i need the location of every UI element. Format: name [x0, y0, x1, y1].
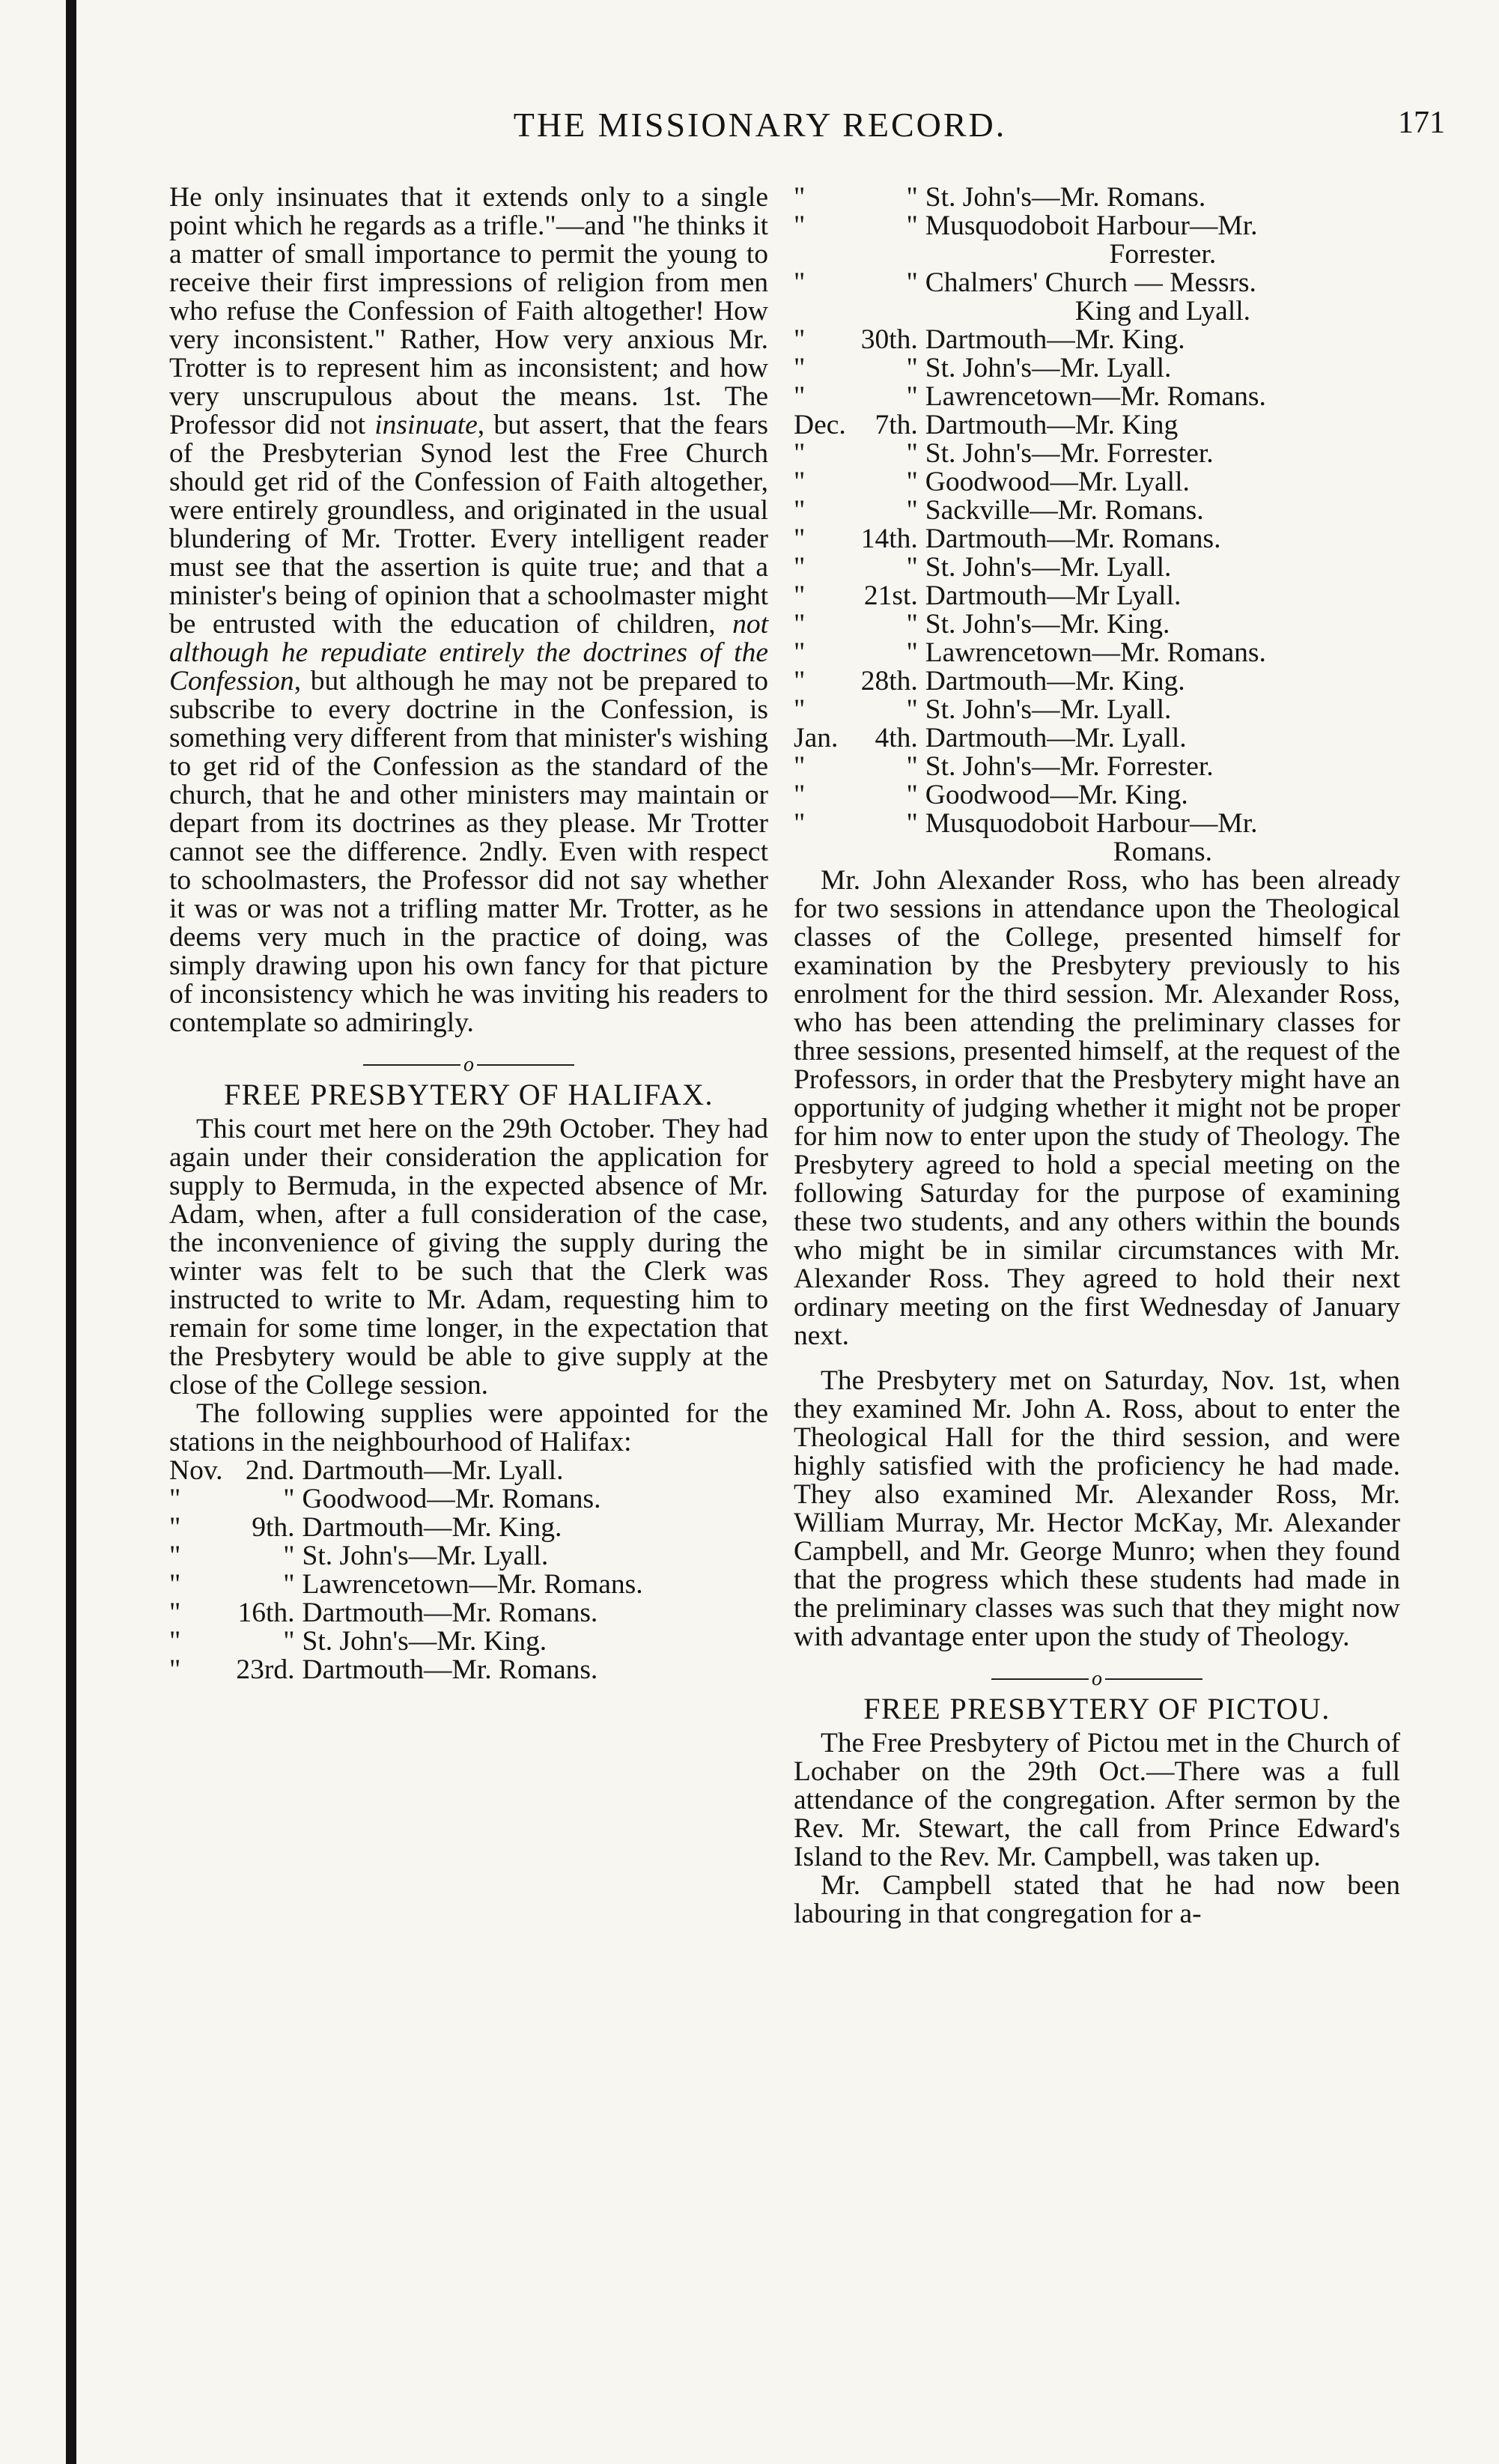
- schedule-row: [794, 696, 1400, 724]
- schedule-row: [794, 610, 1400, 639]
- text-run: , but assert, that the fears of the Presbyterian Synod lest the Free Church should get rid of the Confession of Faith altogether, were entirely groundless, and originated in the usual blundering of Mr. Trotter. Every intelligent reader must see that the assertion is quite true; and that a minister's being of opinion that a schoolmaster might be entrusted with the education of children,: [169, 410, 768, 640]
- schedule-row: [794, 354, 1400, 383]
- schedule-date: ": [906, 609, 918, 640]
- schedule-row: [794, 440, 1400, 468]
- schedule-row: [794, 639, 1400, 667]
- schedule-entry: Dartmouth—Mr. Lyall.: [925, 723, 1187, 753]
- schedule-row: [794, 383, 1400, 411]
- schedule-month: ": [794, 381, 806, 412]
- schedule-date: ": [906, 637, 918, 668]
- schedule-entry: Chalmers' Church — Messrs.: [925, 267, 1256, 298]
- schedule-entry: St. John's—Mr. Lyall.: [925, 694, 1172, 725]
- section-separator: [169, 1049, 768, 1077]
- schedule-entry: St. John's—Mr. Forrester.: [925, 751, 1214, 782]
- schedule-row: [794, 411, 1400, 440]
- schedule-date: 4th.: [875, 723, 918, 753]
- schedule-entry: Musquodoboit Harbour—Mr.: [925, 808, 1258, 839]
- schedule-date: ": [906, 495, 918, 526]
- schedule-month: ": [794, 751, 806, 782]
- schedule-row: [794, 753, 1400, 781]
- schedule-entry: St. John's—Mr. King.: [925, 609, 1170, 640]
- running-head: [75, 105, 1445, 165]
- schedule-row: [169, 1542, 768, 1571]
- right-column: [794, 183, 1400, 1929]
- schedule-row: [794, 326, 1400, 354]
- schedule-entry: St. John's—Mr. Forrester.: [925, 438, 1214, 469]
- schedule-date: 7th.: [875, 410, 918, 440]
- schedule-date: ": [283, 1541, 295, 1571]
- paragraph-trotter-reply: [169, 183, 768, 1037]
- schedule-month: ": [794, 438, 806, 469]
- schedule-date: ": [906, 182, 918, 213]
- schedule-month: ": [794, 552, 806, 583]
- schedule-month: ": [794, 808, 806, 839]
- schedule-date: 9th.: [252, 1512, 295, 1543]
- schedule-row: [794, 525, 1400, 553]
- schedule-row-continuation: [794, 838, 1400, 867]
- schedule-month: ": [794, 780, 806, 810]
- schedule-entry: Dartmouth—Mr. King.: [925, 324, 1185, 355]
- schedule-row-continuation: [794, 297, 1400, 326]
- schedule-month: ": [794, 666, 806, 697]
- italic-run: insinuate: [374, 410, 478, 440]
- paragraph-ross-examination: Mr. John Alexander Ross, who has been already for two sessions in attendance upon the Theological classes of the College, presented himself for examination by the Presbytery previously to his enrolment for the third session. Mr. Alexander Ross, who has been attending the preliminary classes for three sessions, presented himself, at the request of the Professors, in order that the Presbytery might have an opportunity of judging whether it might not be proper for him now to enter upon the study of Theology. The Presbytery agreed to hold a special meeting on the following Saturday for the purpose of examining these two students, and any others within the bounds who might be in similar circumstances with Mr. Alexander Ross. They agreed to hold their next ordinary meeting on the first Wednesday of January next.: [794, 865, 1400, 1351]
- schedule-month: ": [794, 210, 806, 241]
- schedule-entry: Dartmouth—Mr. Lyall.: [302, 1455, 564, 1486]
- schedule-entry: Dartmouth—Mr. Romans.: [925, 524, 1221, 554]
- schedule-entry: Dartmouth—Mr. King.: [925, 666, 1185, 697]
- schedule-month: ": [794, 524, 806, 554]
- schedule-month: Nov.: [169, 1455, 223, 1486]
- paragraph-november-meeting: The Presbytery met on Saturday, Nov. 1st, when they examined Mr. John A. Ross, about to enter the Theological Hall for the third session, and were highly satisfied with the proficiency he had made. They also examined Mr. Alexander Ross, Mr. William Murray, Mr. Hector McKay, Mr. Alexander Campbell, and Mr. George Munro; when they found that the progress which these students had made in the preliminary classes was such that they might now with advantage enter upon the study of Theology.: [794, 1365, 1400, 1652]
- schedule-entry: Goodwood—Mr. Romans.: [302, 1484, 601, 1514]
- schedule-entry: St. John's—Mr. Lyall.: [925, 353, 1172, 383]
- schedule-entry: Goodwood—Mr. Lyall.: [925, 467, 1190, 497]
- schedule-row-continuation: [794, 240, 1400, 269]
- schedule-row: [169, 1656, 768, 1684]
- schedule-entry: St. John's—Mr. King.: [302, 1626, 547, 1657]
- schedule-month: ": [794, 637, 806, 668]
- schedule-row: [794, 212, 1400, 240]
- separator-glyph: o: [1092, 1667, 1102, 1691]
- schedule-entry-continuation: Forrester.: [1109, 239, 1217, 270]
- paragraph-supplies-intro: The following supplies were appointed for the stations in the neighbourhood of Halifax:: [169, 1398, 768, 1457]
- schedule-month: ": [794, 324, 806, 355]
- schedule-date: ": [906, 210, 918, 241]
- schedule-entry: Dartmouth—Mr. Romans.: [302, 1654, 598, 1685]
- schedule-month: ": [169, 1626, 181, 1657]
- schedule-date: 14th.: [860, 524, 918, 554]
- schedule-entry: St. John's—Mr. Romans.: [925, 182, 1206, 213]
- schedule-entry: Dartmouth—Mr. King.: [302, 1512, 562, 1543]
- schedule-row: [794, 269, 1400, 297]
- paragraph-campbell-statement: Mr. Campbell stated that he had now been labouring in that congregation for a-: [794, 1870, 1400, 1929]
- schedule-entry: St. John's—Mr. Lyall.: [925, 552, 1172, 583]
- schedule-entry: Dartmouth—Mr. Romans.: [302, 1597, 598, 1628]
- schedule-month: ": [794, 495, 806, 526]
- paragraph-pictou-meeting: The Free Presbytery of Pictou met in the Church of Lochaber on the 29th Oct.—There was a full attendance of the congregation. After sermon by the Rev. Mr. Stewart, the call from Prince Edward's Island to the Rev. Mr. Campbell, was taken up.: [794, 1728, 1400, 1872]
- schedule-row: [169, 1514, 768, 1542]
- schedule-entry: Lawrencetown—Mr. Romans.: [925, 637, 1266, 668]
- schedule-date: 2nd.: [245, 1455, 295, 1486]
- schedule-date: ": [283, 1484, 295, 1514]
- schedule-month: ": [794, 609, 806, 640]
- paragraph-halifax-meeting: This court met here on the 29th October. They had again under their consideration the application for supply to Bermuda, in the expected absence of Mr. Adam, when, after a full consideration of the case, the inconvenience of giving the supply during the winter was felt to be such that the Clerk was instructed to write to Mr. Adam, requesting him to remain for some time longer, in the expectation that the Presbytery would be able to give supply at the close of the College session.: [169, 1114, 768, 1401]
- schedule-date: 30th.: [860, 324, 918, 355]
- schedule-date: 28th.: [860, 666, 918, 697]
- schedule-row: [169, 1485, 768, 1514]
- schedule-entry: St. John's—Mr. Lyall.: [302, 1541, 549, 1571]
- schedule-month: ": [794, 694, 806, 725]
- schedule-row: [169, 1627, 768, 1656]
- schedule-date: ": [906, 751, 918, 782]
- schedule-row: [794, 810, 1400, 838]
- schedule-month: ": [169, 1654, 181, 1685]
- schedule-entry: Lawrencetown—Mr. Romans.: [302, 1569, 643, 1600]
- schedule-row: [169, 1599, 768, 1627]
- schedule-entry-continuation: Romans.: [1113, 837, 1213, 867]
- schedule-month: ": [794, 580, 806, 611]
- schedule-date: ": [906, 467, 918, 497]
- text-run: He only insinuates that it extends only to a single point which he regards as a trifle."—and "he thinks it a matter of small importance to permit the young to receive their first impressions of religion from men who refuse the Confession of Faith altogether! How very inconsistent." Rather, How very anxious Mr. Trotter is to represent him as inconsistent; and how very unscrupulous about the means. 1st. The Professor did not: [169, 182, 768, 440]
- schedule-date: ": [906, 267, 918, 298]
- schedule-month: ": [169, 1512, 181, 1543]
- supply-schedule-left: [169, 1457, 768, 1684]
- schedule-row: [169, 1571, 768, 1599]
- schedule-entry-continuation: King and Lyall.: [1074, 296, 1251, 327]
- heading-pictou: FREE PRESBYTERY OF PICTOU.: [863, 1692, 1331, 1726]
- schedule-month: ": [169, 1569, 181, 1600]
- schedule-date: ": [906, 381, 918, 412]
- schedule-date: ": [283, 1626, 295, 1657]
- schedule-month: ": [169, 1597, 181, 1628]
- schedule-date: ": [906, 694, 918, 725]
- schedule-row: [794, 183, 1400, 212]
- text-run: , but although he may not be prepared to subscribe to every doctrine in the Confession, is something very different from that minister's wishing to get rid of the Confession as the standard of the church, that he and other ministers may maintain or depart from its doctrines as they please. Mr Trotter cannot see the difference. 2ndly. Even with respect to schoolmasters, the Professor did not say whether it was or was not a trifling matter Mr. Trotter, as he deems very much in the practice of doing, was simply drawing upon his own fancy for that picture of inconsistency which he was inviting his readers to contemplate so admiringly.: [169, 666, 768, 1038]
- running-title: THE MISSIONARY RECORD.: [513, 106, 1007, 144]
- left-column: [169, 183, 768, 1684]
- schedule-row: [794, 582, 1400, 610]
- schedule-row: [794, 667, 1400, 696]
- section-separator: [794, 1663, 1400, 1691]
- schedule-entry: Lawrencetown—Mr. Romans.: [925, 381, 1266, 412]
- schedule-entry: Dartmouth—Mr. King: [925, 410, 1179, 440]
- schedule-date: ": [906, 552, 918, 583]
- schedule-row: [794, 497, 1400, 525]
- schedule-row: [794, 781, 1400, 810]
- heading-halifax: FREE PRESBYTERY OF HALIFAX.: [224, 1078, 714, 1111]
- schedule-month: ": [169, 1484, 181, 1514]
- page-edge-rule: [66, 0, 76, 2464]
- schedule-date: ": [906, 808, 918, 839]
- supply-schedule-right: [794, 183, 1400, 867]
- schedule-row: [794, 553, 1400, 582]
- schedule-date: ": [906, 438, 918, 469]
- schedule-row: [794, 468, 1400, 497]
- schedule-date: 16th.: [237, 1597, 295, 1628]
- schedule-date: 23rd.: [236, 1654, 295, 1685]
- schedule-entry: Sackville—Mr. Romans.: [925, 495, 1204, 526]
- schedule-month: ": [794, 267, 806, 298]
- schedule-month: ": [794, 182, 806, 213]
- schedule-date: 21st.: [863, 580, 918, 611]
- schedule-month: Dec.: [794, 410, 846, 440]
- schedule-row: [794, 724, 1400, 753]
- schedule-date: ": [906, 780, 918, 810]
- schedule-month: ": [169, 1541, 181, 1571]
- schedule-entry: Goodwood—Mr. King.: [925, 780, 1188, 810]
- schedule-month: ": [794, 467, 806, 497]
- italic-run: not although he repudiate entirely the doctrines of the Confession: [169, 609, 768, 697]
- schedule-entry: Dartmouth—Mr Lyall.: [925, 580, 1182, 611]
- schedule-row: [169, 1457, 768, 1485]
- schedule-date: ": [283, 1569, 295, 1600]
- schedule-month: ": [794, 353, 806, 383]
- separator-glyph: o: [463, 1053, 474, 1077]
- page-number: 171: [1398, 106, 1445, 140]
- schedule-month: Jan.: [794, 723, 839, 753]
- schedule-date: ": [906, 353, 918, 383]
- schedule-entry: Musquodoboit Harbour—Mr.: [925, 210, 1258, 241]
